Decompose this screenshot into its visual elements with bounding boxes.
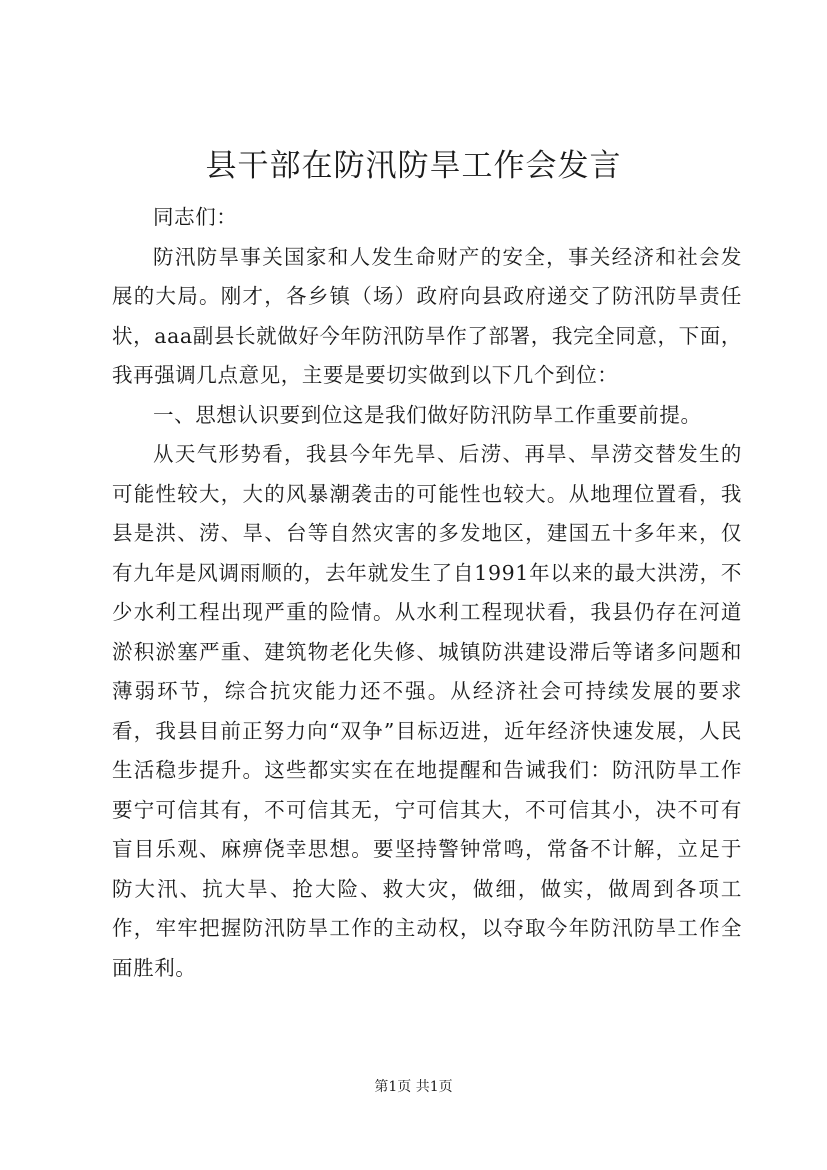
body-paragraph: 从天气形势看，我县今年先旱、后涝、再旱、旱涝交替发生的可能性较大，大的风暴潮袭击的可能性也较大。从地理位置看，我县是洪、涝、旱、台等自然灾害的多发地区，建国五十多年来，仅有九年是风调雨顺的，去年就发生了自1991年以来的最大洪涝，不少水利工程出现严重的险情。从水利工程现状看，我县仍存在河道淤积淤塞严重、建筑物老化失修、城镇防洪建设滞后等诸多问题和薄弱环节，综合抗灾能力还不强。从经济社会可持续发展的要求看，我县目前正努力向“双争”目标迈进，近年经济快速发展，人民生活稳步提升。这些都实实在在地提醒和告诫我们：防汛防旱工作要宁可信其有，不可信其无，宁可信其大，不可信其小，决不可有盲目乐观、麻痹侥幸思想。要坚持警钟常鸣，常备不计解，立足于防大汛、抗大旱、抢大险、救大灾，做细，做实，做周到各项工作，牢牢把握防汛防旱工作的主动权，以夺取今年防汛防旱工作全面胜利。: [112, 442, 742, 980]
page-footer: [0, 1077, 827, 1097]
page-number-label: 第1页 共1页: [374, 1079, 453, 1095]
section-heading-paragraph: 一、思想认识要到位这是我们做好防汛防旱工作重要前提。: [153, 402, 702, 427]
document-body: [112, 198, 742, 988]
document-title: 县干部在防汛防旱工作会发言: [205, 148, 622, 184]
intro-paragraph: 防汛防旱事关国家和人发生命财产的安全，事关经济和社会发展的大局。刚才，各乡镇（场）政府向县政府递交了防汛防旱责任状，aaa副县长就做好今年防汛防旱作了部署，我完全同意，下面，我再强调几点意见，主要是要切实做到以下几个到位：: [112, 244, 742, 387]
salutation-paragraph: 同志们：: [153, 205, 238, 229]
